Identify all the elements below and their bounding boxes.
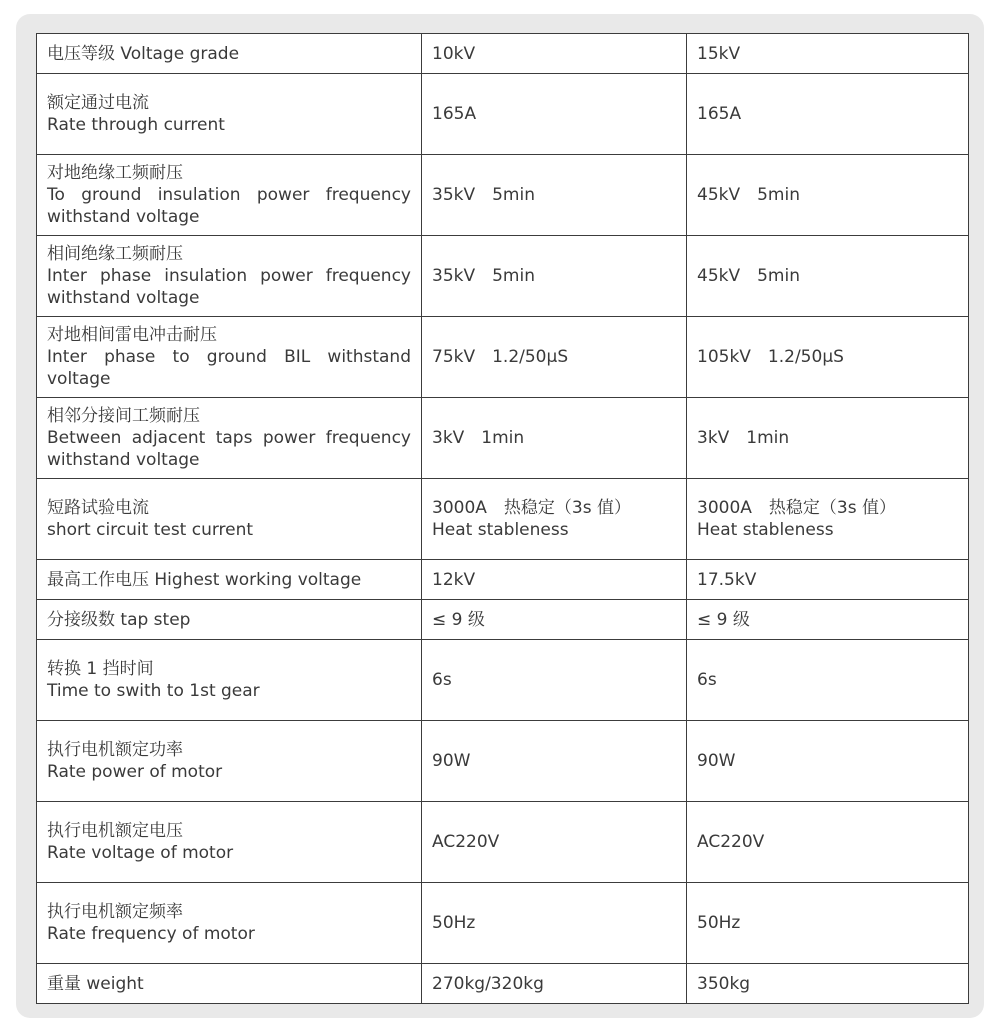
value-cell-10kv: 35kV 5min: [422, 236, 687, 317]
value-cell-15kv: 45kV 5min: [687, 236, 969, 317]
value-cell-10kv: 50Hz: [422, 883, 687, 964]
param-cell: 重量 weight: [37, 964, 422, 1004]
value-cell-10kv: 165A: [422, 74, 687, 155]
value-cell-15kv: 3000A 热稳定（3s 值） Heat stableness: [687, 479, 969, 560]
value-cell-15kv: 105kV 1.2/50μS: [687, 317, 969, 398]
table-row: [37, 964, 969, 1004]
spec-table: [36, 33, 969, 1004]
table-row: [37, 236, 969, 317]
value-cell-10kv: ≤ 9 级: [422, 600, 687, 640]
table-row: [37, 74, 969, 155]
table-row: [37, 479, 969, 560]
value-cell-15kv: 15kV: [687, 34, 969, 74]
value-cell-10kv: AC220V: [422, 802, 687, 883]
value-cell-10kv: 12kV: [422, 560, 687, 600]
value-cell-15kv: 90W: [687, 721, 969, 802]
param-cell: 额定通过电流 Rate through current: [37, 74, 422, 155]
param-cell: 最高工作电压 Highest working voltage: [37, 560, 422, 600]
table-row: [37, 398, 969, 479]
value-cell-15kv: 17.5kV: [687, 560, 969, 600]
value-cell-10kv: 3kV 1min: [422, 398, 687, 479]
value-cell-15kv: AC220V: [687, 802, 969, 883]
table-row: [37, 600, 969, 640]
value-cell-10kv: 3000A 热稳定（3s 值） Heat stableness: [422, 479, 687, 560]
table-row: [37, 721, 969, 802]
param-cell: 执行电机额定频率 Rate frequency of motor: [37, 883, 422, 964]
param-cell: 执行电机额定电压 Rate voltage of motor: [37, 802, 422, 883]
table-row: [37, 34, 969, 74]
param-cell: 执行电机额定功率 Rate power of motor: [37, 721, 422, 802]
value-cell-10kv: 270kg/320kg: [422, 964, 687, 1004]
value-cell-10kv: 6s: [422, 640, 687, 721]
param-cell: 电压等级 Voltage grade: [37, 34, 422, 74]
param-cell: 对地相间雷电冲击耐压 Inter phase to ground BIL withstand voltage: [37, 317, 422, 398]
value-cell-15kv: ≤ 9 级: [687, 600, 969, 640]
value-cell-15kv: 350kg: [687, 964, 969, 1004]
value-cell-15kv: 6s: [687, 640, 969, 721]
table-row: [37, 640, 969, 721]
param-cell: 分接级数 tap step: [37, 600, 422, 640]
value-cell-10kv: 75kV 1.2/50μS: [422, 317, 687, 398]
table-row: [37, 560, 969, 600]
value-cell-15kv: 45kV 5min: [687, 155, 969, 236]
param-cell: 相邻分接间工频耐压 Between adjacent taps power frequency withstand voltage: [37, 398, 422, 479]
param-cell: 相间绝缘工频耐压 Inter phase insulation power frequency withstand voltage: [37, 236, 422, 317]
table-row: [37, 802, 969, 883]
value-cell-10kv: 35kV 5min: [422, 155, 687, 236]
value-cell-15kv: 3kV 1min: [687, 398, 969, 479]
param-cell: 短路试验电流 short circuit test current: [37, 479, 422, 560]
value-cell-15kv: 165A: [687, 74, 969, 155]
param-cell: 转换 1 挡时间 Time to swith to 1st gear: [37, 640, 422, 721]
value-cell-10kv: 10kV: [422, 34, 687, 74]
table-row: [37, 883, 969, 964]
table-row: [37, 317, 969, 398]
value-cell-10kv: 90W: [422, 721, 687, 802]
param-cell: 对地绝缘工频耐压 To ground insulation power frequency withstand voltage: [37, 155, 422, 236]
value-cell-15kv: 50Hz: [687, 883, 969, 964]
table-row: [37, 155, 969, 236]
